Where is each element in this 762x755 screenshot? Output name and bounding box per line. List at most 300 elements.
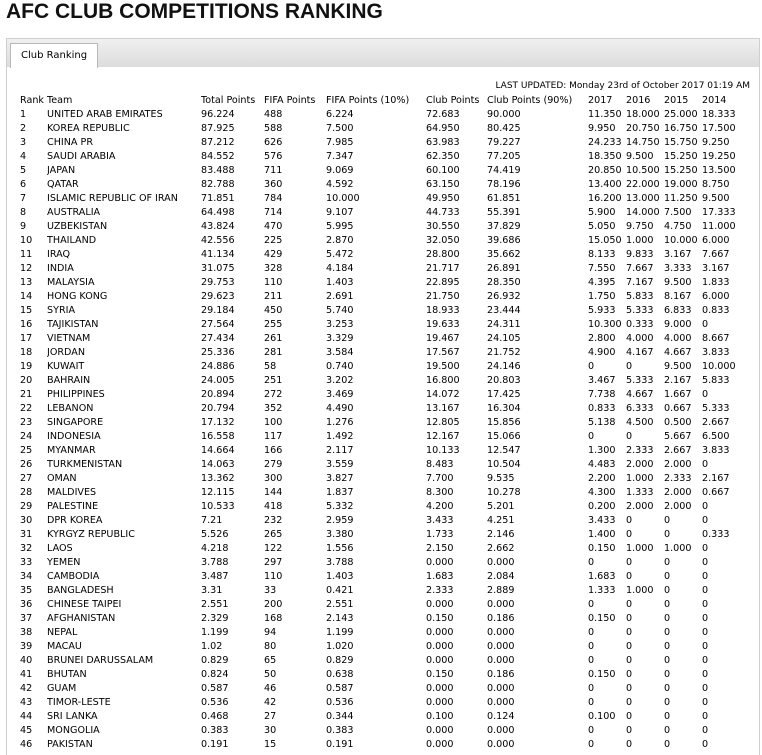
table-cell: 72.683	[426, 109, 460, 120]
table-cell: 2.329	[201, 613, 229, 624]
table-cell: 0	[702, 557, 709, 568]
table-cell: 328	[264, 263, 283, 274]
table-cell: 14.750	[626, 137, 660, 148]
table-cell: 0	[626, 641, 633, 652]
table-cell: 3.467	[588, 375, 616, 386]
table-row	[20, 738, 742, 752]
table-cell: 32.050	[426, 235, 460, 246]
table-cell: 0	[702, 739, 709, 750]
table-cell: 0	[664, 585, 671, 596]
table-cell: TIMOR-LESTE	[47, 697, 111, 708]
table-cell: 0.587	[201, 683, 229, 694]
table-row	[20, 598, 742, 612]
table-cell: 0	[702, 585, 709, 596]
table-cell: 0.000	[426, 683, 454, 694]
table-cell: 37	[20, 613, 33, 624]
table-cell: 7.700	[426, 473, 454, 484]
table-cell: AUSTRALIA	[47, 207, 101, 218]
table-cell: 0.344	[326, 711, 354, 722]
table-cell: 12.805	[426, 417, 460, 428]
table-cell: 9	[20, 221, 27, 232]
table-cell: 26.891	[487, 263, 521, 274]
table-row	[20, 122, 742, 136]
table-cell: 0.000	[487, 627, 515, 638]
table-cell: 30	[264, 725, 277, 736]
table-cell: 9.107	[326, 207, 354, 218]
table-cell: INDIA	[47, 263, 74, 274]
table-cell: 2.117	[326, 445, 354, 456]
table-cell: 2.870	[326, 235, 354, 246]
table-cell: 0	[626, 599, 633, 610]
table-cell: 87.212	[201, 137, 235, 148]
table-cell: 5.833	[702, 375, 730, 386]
table-cell: 0.000	[487, 725, 515, 736]
table-cell: 0	[702, 501, 709, 512]
table-cell: LEBANON	[47, 403, 94, 414]
table-cell: 38	[20, 627, 33, 638]
table-cell: 0	[702, 697, 709, 708]
table-cell: 0.000	[426, 725, 454, 736]
table-cell: 7.550	[588, 263, 616, 274]
table-cell: 0.829	[326, 655, 354, 666]
table-cell: TAJIKISTAN	[47, 319, 99, 330]
table-cell: 0.191	[201, 739, 229, 750]
table-cell: 0.186	[487, 669, 515, 680]
table-cell: SYRIA	[47, 305, 76, 316]
table-cell: 94	[264, 627, 277, 638]
table-cell: 8.167	[664, 291, 692, 302]
table-cell: 0	[626, 571, 633, 582]
table-cell: 0.824	[201, 669, 229, 680]
table-header-row	[20, 94, 742, 108]
table-cell: 8.133	[588, 249, 616, 260]
table-cell: 3.167	[664, 249, 692, 260]
table-cell: 0	[626, 529, 633, 540]
table-cell: 1.403	[326, 277, 354, 288]
table-cell: 4	[20, 151, 27, 162]
table-row	[20, 234, 742, 248]
table-cell: 7.985	[326, 137, 354, 148]
table-cell: 17.132	[201, 417, 235, 428]
table-cell: PHILIPPINES	[47, 389, 105, 400]
table-cell: 0.000	[426, 599, 454, 610]
table-cell: 41.134	[201, 249, 235, 260]
table-cell: 33	[264, 585, 277, 596]
table-cell: 5.933	[588, 305, 616, 316]
table-cell: 0.000	[487, 697, 515, 708]
table-cell: 2.662	[487, 543, 515, 554]
table-cell: 11.000	[702, 221, 736, 232]
table-cell: 0	[588, 697, 595, 708]
table-cell: 0	[664, 739, 671, 750]
table-cell: 17.333	[702, 207, 736, 218]
table-cell: 96.224	[201, 109, 235, 120]
table-cell: 46	[264, 683, 277, 694]
table-cell: 6.000	[702, 235, 730, 246]
table-cell: 2.143	[326, 613, 354, 624]
table-cell: 0	[626, 697, 633, 708]
table-cell: 0.124	[487, 711, 515, 722]
table-cell: 0.000	[487, 599, 515, 610]
table-cell: 1.492	[326, 431, 354, 442]
table-cell: 429	[264, 249, 283, 260]
table-row	[20, 164, 742, 178]
table-cell: 166	[264, 445, 283, 456]
table-cell: JAPAN	[47, 165, 76, 176]
table-cell: 44	[20, 711, 33, 722]
table-cell: 0	[626, 627, 633, 638]
table-cell: 0	[626, 613, 633, 624]
table-cell: 1.199	[201, 627, 229, 638]
table-cell: 8.483	[426, 459, 454, 470]
table-cell: 27	[264, 711, 277, 722]
table-cell: 10	[20, 235, 33, 246]
table-cell: 4.251	[487, 515, 515, 526]
table-cell: 2.000	[664, 487, 692, 498]
last-updated: LAST UPDATED: Monday 23rd of October 2017 01:19 AM	[495, 81, 750, 91]
table-cell: 1.000	[626, 473, 654, 484]
table-cell: 0.150	[588, 543, 616, 554]
table-cell: 1.276	[326, 417, 354, 428]
table-row	[20, 206, 742, 220]
table-cell: 63.150	[426, 179, 460, 190]
table-cell: 35.662	[487, 249, 521, 260]
table-cell: 45	[20, 725, 33, 736]
table-cell: 36	[20, 599, 33, 610]
table-cell: 83.488	[201, 165, 235, 176]
table-cell: 0.468	[201, 711, 229, 722]
table-cell: 5.526	[201, 529, 229, 540]
table-cell: 3.469	[326, 389, 354, 400]
table-cell: 2.691	[326, 291, 354, 302]
table-cell: 0.667	[702, 487, 730, 498]
table-cell: 0	[702, 599, 709, 610]
table-cell: 0.536	[201, 697, 229, 708]
table-cell: 2.551	[201, 599, 229, 610]
table-cell: 29	[20, 501, 33, 512]
table-cell: 2.000	[626, 459, 654, 470]
table-cell: 100	[264, 417, 283, 428]
table-cell: 4.395	[588, 277, 616, 288]
table-cell: 4.200	[426, 501, 454, 512]
table-cell: 17.500	[702, 123, 736, 134]
table-cell: 2.889	[487, 585, 515, 596]
table-cell: 63.983	[426, 137, 460, 148]
table-cell: 0	[588, 655, 595, 666]
table-cell: PAKISTAN	[47, 739, 93, 750]
table-row	[20, 248, 742, 262]
table-cell: 1.333	[588, 585, 616, 596]
table-cell: 7.667	[702, 249, 730, 260]
table-cell: 0	[588, 361, 595, 372]
table-cell: 0	[702, 515, 709, 526]
table-cell: VIETNAM	[47, 333, 91, 344]
table-cell: 27.434	[201, 333, 235, 344]
table-cell: 7.738	[588, 389, 616, 400]
table-cell: 60.100	[426, 165, 460, 176]
table-cell: 10.300	[588, 319, 622, 330]
table-row	[20, 318, 742, 332]
table-cell: 3.31	[201, 585, 223, 596]
table-cell: 1.199	[326, 627, 354, 638]
table-cell: 16.558	[201, 431, 235, 442]
table-cell: 4.500	[626, 417, 654, 428]
table-cell: 0	[664, 627, 671, 638]
table-cell: 0	[626, 739, 633, 750]
table-cell: 25.336	[201, 347, 235, 358]
table-cell: 2.000	[664, 459, 692, 470]
table-cell: 13	[20, 277, 33, 288]
table-cell: 0	[626, 669, 633, 680]
table-cell: 0	[702, 459, 709, 470]
table-cell: 0.833	[702, 305, 730, 316]
table-cell: 7.347	[326, 151, 354, 162]
table-cell: 232	[264, 515, 283, 526]
table-cell: 0.000	[426, 641, 454, 652]
table-cell: 20.803	[487, 375, 521, 386]
table-cell: 27	[20, 473, 33, 484]
table-cell: 8.300	[426, 487, 454, 498]
table-cell: 3.833	[702, 347, 730, 358]
table-cell: 3	[20, 137, 27, 148]
table-cell: 272	[264, 389, 283, 400]
table-cell: 13.000	[626, 193, 660, 204]
table-cell: 0	[664, 697, 671, 708]
table-cell: 3.433	[588, 515, 616, 526]
table-cell: 7.500	[664, 207, 692, 218]
table-cell: 20	[20, 375, 33, 386]
table-cell: 3.788	[201, 557, 229, 568]
table-cell: 6.500	[702, 431, 730, 442]
table-row	[20, 332, 742, 346]
table-cell: 3.833	[702, 445, 730, 456]
table-cell: 4.592	[326, 179, 354, 190]
table-cell: 0.587	[326, 683, 354, 694]
table-cell: 13.167	[426, 403, 460, 414]
table-cell: 0	[702, 543, 709, 554]
table-row	[20, 626, 742, 640]
table-cell: 15	[20, 305, 33, 316]
table-cell: 450	[264, 305, 283, 316]
table-cell: 4.300	[588, 487, 616, 498]
table-cell: 2	[20, 123, 27, 134]
table-cell: 0.421	[326, 585, 354, 596]
table-cell: 5.472	[326, 249, 354, 260]
table-cell: 16	[20, 319, 33, 330]
table-row	[20, 542, 742, 556]
table-cell: MYANMAR	[47, 445, 96, 456]
table-cell: 3.329	[326, 333, 354, 344]
table-cell: 33	[20, 557, 33, 568]
table-cell: 0.667	[664, 403, 692, 414]
table-cell: 9.833	[626, 249, 654, 260]
table-cell: 18.333	[702, 109, 736, 120]
table-cell: 6	[20, 179, 27, 190]
table-row	[20, 570, 742, 584]
table-cell: 0	[626, 515, 633, 526]
table-cell: 26	[20, 459, 33, 470]
table-cell: 1.000	[664, 543, 692, 554]
table-cell: 168	[264, 613, 283, 624]
table-row	[20, 290, 742, 304]
table-row	[20, 668, 742, 682]
table-cell: 300	[264, 473, 283, 484]
table-cell: 0.536	[326, 697, 354, 708]
table-cell: 14.063	[201, 459, 235, 470]
table-cell: 62.350	[426, 151, 460, 162]
table-cell: 0	[588, 641, 595, 652]
table-cell: YEMEN	[47, 557, 81, 568]
table-cell: 1.667	[664, 389, 692, 400]
table-cell: 3.487	[201, 571, 229, 582]
table-cell: 17	[20, 333, 33, 344]
table-cell: 0.150	[426, 669, 454, 680]
table-cell: 588	[264, 123, 283, 134]
table-cell: 0	[588, 683, 595, 694]
table-cell: 40	[20, 655, 33, 666]
table-cell: 7	[20, 193, 27, 204]
column-header: 2016	[626, 95, 651, 106]
table-cell: 11.250	[664, 193, 698, 204]
table-cell: 4.000	[664, 333, 692, 344]
table-cell: 10.533	[201, 501, 235, 512]
table-row	[20, 430, 742, 444]
table-cell: 20.794	[201, 403, 235, 414]
table-cell: 0	[588, 739, 595, 750]
table-row	[20, 108, 742, 122]
table-cell: 24.233	[588, 137, 622, 148]
table-cell: 2.146	[487, 529, 515, 540]
table-cell: 0.200	[588, 501, 616, 512]
table-cell: 5.333	[702, 403, 730, 414]
table-cell: 0	[702, 655, 709, 666]
table-cell: 46	[20, 739, 33, 750]
table-cell: 1.020	[326, 641, 354, 652]
table-cell: 90.000	[487, 109, 521, 120]
table-cell: 3.333	[664, 263, 692, 274]
table-cell: 0	[626, 683, 633, 694]
table-cell: 0.000	[487, 683, 515, 694]
table-cell: 0	[664, 529, 671, 540]
table-cell: 0	[702, 627, 709, 638]
table-cell: 3.584	[326, 347, 354, 358]
table-row	[20, 402, 742, 416]
table-cell: 19.467	[426, 333, 460, 344]
table-cell: 1.750	[588, 291, 616, 302]
table-cell: 1.683	[426, 571, 454, 582]
table-cell: 3.433	[426, 515, 454, 526]
table-cell: 7.667	[626, 263, 654, 274]
table-cell: 1.683	[588, 571, 616, 582]
table-cell: 24.311	[487, 319, 521, 330]
table-cell: 12.167	[426, 431, 460, 442]
tab-club-ranking[interactable]: Club Ranking	[10, 43, 98, 68]
table-row	[20, 220, 742, 234]
table-cell: 265	[264, 529, 283, 540]
table-cell: 2.333	[626, 445, 654, 456]
table-cell: 1.556	[326, 543, 354, 554]
table-cell: 19.633	[426, 319, 460, 330]
column-header: 2017	[588, 95, 613, 106]
table-cell: 71.851	[201, 193, 235, 204]
table-cell: 11.350	[588, 109, 622, 120]
table-cell: SINGAPORE	[47, 417, 104, 428]
table-cell: 21.752	[487, 347, 521, 358]
table-cell: SRI LANKA	[47, 711, 98, 722]
table-cell: 110	[264, 277, 283, 288]
table-cell: 714	[264, 207, 283, 218]
table-cell: AFGHANISTAN	[47, 613, 116, 624]
table-cell: 10.504	[487, 459, 521, 470]
table-cell: 32	[20, 543, 33, 554]
table-cell: 19	[20, 361, 33, 372]
table-cell: 14.000	[626, 207, 660, 218]
table-cell: 42.556	[201, 235, 235, 246]
table-cell: 2.551	[326, 599, 354, 610]
table-cell: 0	[702, 389, 709, 400]
table-row	[20, 304, 742, 318]
table-cell: 3.788	[326, 557, 354, 568]
table-cell: 65	[264, 655, 277, 666]
table-cell: 2.667	[664, 445, 692, 456]
table-cell: 19.500	[426, 361, 460, 372]
table-cell: 15	[264, 739, 277, 750]
table-cell: 6.333	[626, 403, 654, 414]
table-cell: 64.950	[426, 123, 460, 134]
table-cell: 0	[664, 641, 671, 652]
table-cell: 6.000	[702, 291, 730, 302]
table-row	[20, 696, 742, 710]
table-cell: 15.050	[588, 235, 622, 246]
table-row	[20, 640, 742, 654]
table-cell: 0	[702, 669, 709, 680]
table-cell: 2.167	[664, 375, 692, 386]
table-cell: 7.167	[626, 277, 654, 288]
table-cell: 0	[588, 599, 595, 610]
table-cell: 24.886	[201, 361, 235, 372]
table-cell: 4.750	[664, 221, 692, 232]
table-cell: 1.000	[626, 235, 654, 246]
table-cell: 576	[264, 151, 283, 162]
table-cell: 21	[20, 389, 33, 400]
table-cell: 39	[20, 641, 33, 652]
table-cell: 0	[664, 613, 671, 624]
table-cell: 84.552	[201, 151, 235, 162]
table-cell: MACAU	[47, 641, 82, 652]
table-cell: 77.205	[487, 151, 521, 162]
table-cell: 9.069	[326, 165, 354, 176]
column-header: 2014	[702, 95, 727, 106]
table-cell: 5.833	[626, 291, 654, 302]
table-row	[20, 584, 742, 598]
table-cell: MONGOLIA	[47, 725, 100, 736]
table-cell: 0	[626, 711, 633, 722]
table-cell: 20.750	[626, 123, 660, 134]
table-cell: 144	[264, 487, 283, 498]
table-cell: 58	[264, 361, 277, 372]
table-row	[20, 150, 742, 164]
table-cell: 80.425	[487, 123, 521, 134]
table-cell: 0	[664, 711, 671, 722]
table-cell: 0	[702, 571, 709, 582]
table-cell: 15.750	[664, 137, 698, 148]
table-cell: BRUNEI DARUSSALAM	[47, 655, 154, 666]
table-cell: 9.535	[487, 473, 515, 484]
table-cell: PALESTINE	[47, 501, 99, 512]
table-cell: 9.500	[702, 193, 730, 204]
table-cell: 0.000	[426, 655, 454, 666]
table-cell: 122	[264, 543, 283, 554]
